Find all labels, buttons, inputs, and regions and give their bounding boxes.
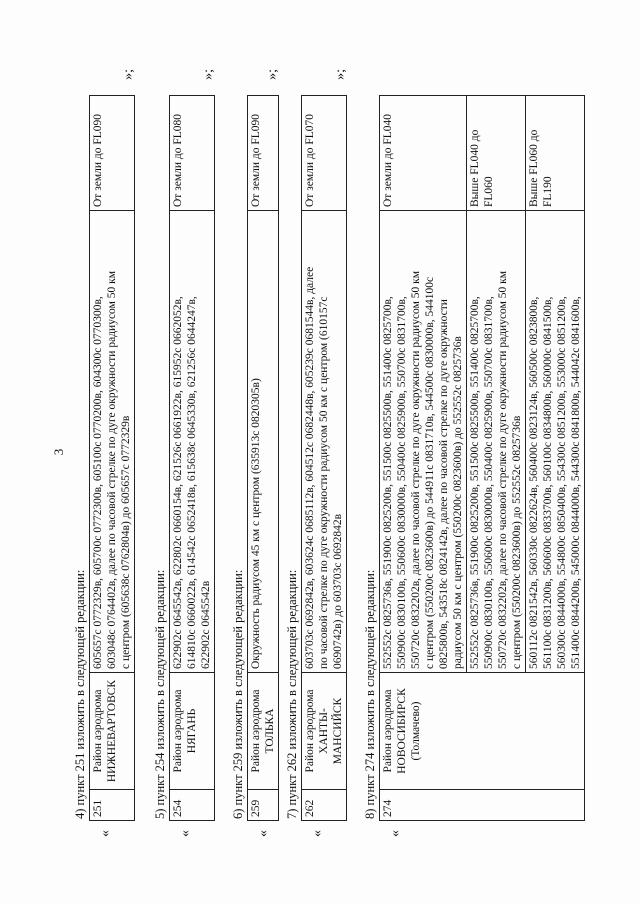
coord-line: по часовой стрелке по дуге окружности радиусом 50 км с центром (610157с <box>318 296 331 669</box>
altitude-range: От земли до FL070 <box>302 96 347 211</box>
section-heading: 4) пункт 251 изложить в следующей редакции: <box>73 569 87 819</box>
item-number: 262 <box>302 790 347 821</box>
coord-line: 603048с 0764402в, далее по часовой стрелке по дуге окружности радиусом 50 км <box>106 271 119 669</box>
item-number: 274 <box>380 790 585 821</box>
coord-line: 560300с 0844000в, 554800с 0850400в, 554300с 0851200в, 553000с 0851200в, <box>556 296 569 669</box>
name-line: (Толмачево) <box>410 701 423 761</box>
coord-line: радиусом 50 км с центром (550200с 0823600в) до 552552с 0825736в <box>452 336 465 669</box>
name-line: Район аэродрома <box>92 689 105 773</box>
table-row <box>170 96 215 821</box>
coordinates <box>467 211 526 673</box>
coord-line: 622902с 0645542в <box>200 580 213 669</box>
section-259 <box>231 69 281 837</box>
aerodrome-name <box>90 673 135 790</box>
coord-line: 0825800в, 543518с 0824142в, далее по часовой стрелке по дуге окружности <box>438 299 451 669</box>
close-quote: »; <box>201 69 217 80</box>
open-quote: « <box>310 830 326 837</box>
rotated-sheet <box>45 57 595 847</box>
coord-line: 561100с 0831200в, 560600с 0833700в, 560100с 0834800в, 560000с 0841500в, <box>542 296 555 669</box>
close-quote: »; <box>265 69 281 80</box>
name-line: ТОЛЬКА <box>264 708 277 754</box>
coordinates <box>248 211 279 673</box>
coordinates <box>526 211 585 673</box>
section-heading: 8) пункт 274 изложить в следующей редакции: <box>363 569 377 819</box>
table-row <box>90 96 135 821</box>
coord-line: 560112с 0821542в, 560330с 0822624в, 560400с 0823124в, 560500с 0823800в, <box>528 296 541 669</box>
coord-line: 552552с 0825736в, 551900с 0825200в, 551500с 0825500в, 551400с 0825700в, <box>382 296 395 669</box>
section-254 <box>153 69 217 837</box>
coordinates <box>302 211 347 673</box>
aerodrome-name <box>170 673 215 790</box>
airspace-table <box>247 95 279 821</box>
coord-line: 551400с 0844200в, 545000с 0844000в, 544300с 0841800в, 544042с 0841600в, <box>570 296 583 669</box>
coord-line: Окружность радиусом 45 км с центром (635913с 0820305в) <box>250 378 263 669</box>
altitude-range: Выше FL060 до FL190 <box>526 96 585 211</box>
item-number: 259 <box>248 790 279 821</box>
altitude-range: От земли до FL090 <box>248 96 279 211</box>
airspace-table <box>379 95 585 821</box>
close-quote: »; <box>121 69 137 80</box>
coord-line: 622902с 0645542в, 622802с 0660154в, 621526с 0661922в, 615952с 0662052в, <box>172 296 185 669</box>
open-quote: « <box>98 830 114 837</box>
airspace-table <box>89 95 135 821</box>
altitude-range: Выше FL040 до FL060 <box>467 96 526 211</box>
name-line: ХАНТЫ-МАНСИЙСК <box>318 697 345 765</box>
section-274 <box>363 95 585 835</box>
section-heading: 5) пункт 254 изложить в следующей редакции: <box>153 569 167 819</box>
altitude-range: От земли до FL040 <box>380 96 467 211</box>
coord-line: 550900с 0830100в, 550600с 0830000в, 550400с 0825900в, 550700с 0831700в, <box>483 296 496 669</box>
section-262 <box>285 69 349 837</box>
name-line: Район аэродрома <box>172 689 185 773</box>
coordinates <box>90 211 135 673</box>
coord-line: с центром (605638с 0762804в) до 605657с 0772329в <box>120 415 133 669</box>
coord-line: 550900с 0830100в, 550600с 0830000в, 550400с 0825900в, 550700с 0831700в, <box>396 296 409 669</box>
coord-line: 550720с 0832202в, далее по часовой стрелке по дуге окружности радиусом 50 км <box>497 271 510 669</box>
coord-line: с центром (550200с 0823600в) до 544911с 0831710в, 544500с 0830000в, 544100с <box>424 276 437 669</box>
table-row <box>248 96 279 821</box>
name-line: НИЖНЕВАРТОВСК <box>106 679 119 783</box>
aerodrome-name <box>380 673 585 790</box>
name-line: Район аэродрома <box>304 689 317 773</box>
table-row <box>380 96 467 821</box>
section-heading: 7) пункт 262 изложить в следующей редакции: <box>285 569 299 819</box>
altitude-range: От земли до FL090 <box>90 96 135 211</box>
aerodrome-name <box>302 673 347 790</box>
section-heading: 6) пункт 259 изложить в следующей редакции: <box>231 569 245 819</box>
altitude-range: От земли до FL080 <box>170 96 215 211</box>
coordinates <box>170 211 215 673</box>
coord-line: 605657с 0772329в, 605700с 0772300в, 605100с 0770200в, 604300с 0770300в, <box>92 296 105 669</box>
airspace-table <box>301 95 347 821</box>
section-251 <box>73 69 137 837</box>
open-quote: « <box>388 830 404 837</box>
name-line: НЯГАНЬ <box>186 708 199 754</box>
open-quote: « <box>256 830 272 837</box>
open-quote: « <box>178 830 194 837</box>
airspace-table <box>169 95 215 821</box>
name-line: НОВОСИБИРСК <box>396 688 409 774</box>
coord-line: 552552с 0825736в, 551900с 0825200в, 551500с 0825500в, 551400с 0825700в, <box>469 296 482 669</box>
coordinates <box>380 211 467 673</box>
page-number: 3 <box>51 448 66 456</box>
item-number: 251 <box>90 790 135 821</box>
coord-line: 603703с 0692842в, 603624с 0685112в, 604512с 0682448в, 605239с 0681544в, далее <box>304 266 317 669</box>
item-number: 254 <box>170 790 215 821</box>
coord-line: 614810с 0660022в, 614542с 0652418в, 615638с 0645330в, 621256с 0644247в, <box>186 296 199 669</box>
name-line: Район аэродрома <box>382 689 395 773</box>
table-row <box>302 96 347 821</box>
close-quote: »; <box>333 69 349 80</box>
aerodrome-name <box>248 673 279 790</box>
coord-line: с центром (550200с 0823600в) до 552552с 0825736в <box>511 415 524 669</box>
coord-line: 550720с 0832202в, далее по часовой стрелке по дуге окружности радиусом 50 км <box>410 271 423 669</box>
name-line: Район аэродрома <box>250 689 263 773</box>
coord-line: 0690742в) до 603703с 0692842в <box>332 513 345 669</box>
